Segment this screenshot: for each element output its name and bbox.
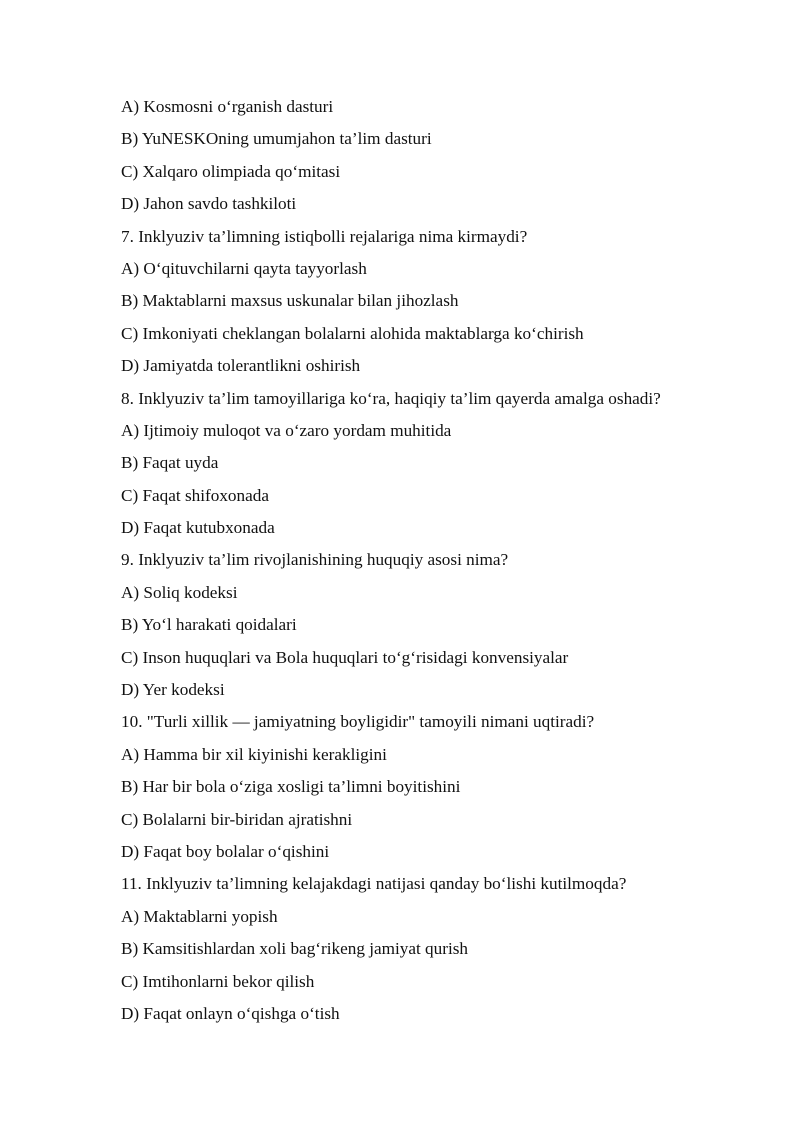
option-d-q11: D) Faqat onlayn o‘qishga o‘tish bbox=[121, 1003, 340, 1023]
question-list bbox=[121, 94, 741, 1033]
option-d-q6: D) Jahon savdo tashkiloti bbox=[121, 194, 297, 214]
option-b-q11: B) Kamsitishlardan xoli bag‘rikeng jamiyat qurish bbox=[121, 939, 469, 959]
option-d-q9: D) Yer kodeksi bbox=[121, 680, 225, 700]
option-c-q8: C) Faqat shifoxonada bbox=[121, 485, 269, 505]
option-b-q9: B) Yo‘l harakati qoidalari bbox=[121, 615, 297, 635]
option-a-q6: A) Kosmosni o‘rganish dasturi bbox=[121, 97, 334, 116]
option-c-q11: C) Imtihonlarni bekor qilish bbox=[121, 971, 315, 991]
option-b-q7: B) Maktablarni maxsus uskunalar bilan jihozlash bbox=[121, 291, 459, 311]
option-c-q7: C) Imkoniyati cheklangan bolalarni alohida maktablarga ko‘chirish bbox=[121, 323, 584, 343]
question-7: 7. Inklyuziv ta’limning istiqbolli rejalariga nima kirmaydi? bbox=[121, 226, 528, 246]
option-b-q10: B) Har bir bola o‘ziga xosligi ta’limni boyitishini bbox=[121, 777, 461, 797]
option-a-q11: A) Maktablarni yopish bbox=[121, 906, 278, 926]
question-11: 11. Inklyuziv ta’limning kelajakdagi natijasi qanday bo‘lishi kutilmoqda? bbox=[121, 874, 627, 894]
option-a-q7: A) O‘qituvchilarni qayta tayyorlash bbox=[121, 258, 367, 278]
option-a-q8: A) Ijtimoiy muloqot va o‘zaro yordam muhitida bbox=[121, 420, 452, 440]
option-d-q7: D) Jamiyatda tolerantlikni oshirish bbox=[121, 356, 361, 376]
option-c-q6: C) Xalqaro olimpiada qo‘mitasi bbox=[121, 161, 341, 181]
option-a-q10: A) Hamma bir xil kiyinishi kerakligini bbox=[121, 744, 387, 764]
option-d-q8: D) Faqat kutubxonada bbox=[121, 518, 275, 538]
question-8: 8. Inklyuziv ta’lim tamoyillariga ko‘ra, haqiqiy ta’lim qayerda amalga oshadi? bbox=[121, 388, 661, 408]
option-b-q8: B) Faqat uyda bbox=[121, 453, 219, 473]
option-c-q10: C) Bolalarni bir-biridan ajratishni bbox=[121, 809, 353, 829]
option-c-q9: C) Inson huquqlari va Bola huquqlari to‘g‘risidagi konvensiyalar bbox=[121, 647, 569, 667]
option-a-q9: A) Soliq kodeksi bbox=[121, 582, 238, 602]
option-b-q6: B) YuNESKOning umumjahon ta’lim dasturi bbox=[121, 129, 432, 149]
option-d-q10: D) Faqat boy bolalar o‘qishini bbox=[121, 841, 330, 861]
question-9: 9. Inklyuziv ta’lim rivojlanishining huquqiy asosi nima? bbox=[121, 550, 509, 570]
question-10: 10. "Turli xillik — jamiyatning boyligidir" tamoyili nimani uqtiradi? bbox=[121, 712, 595, 732]
